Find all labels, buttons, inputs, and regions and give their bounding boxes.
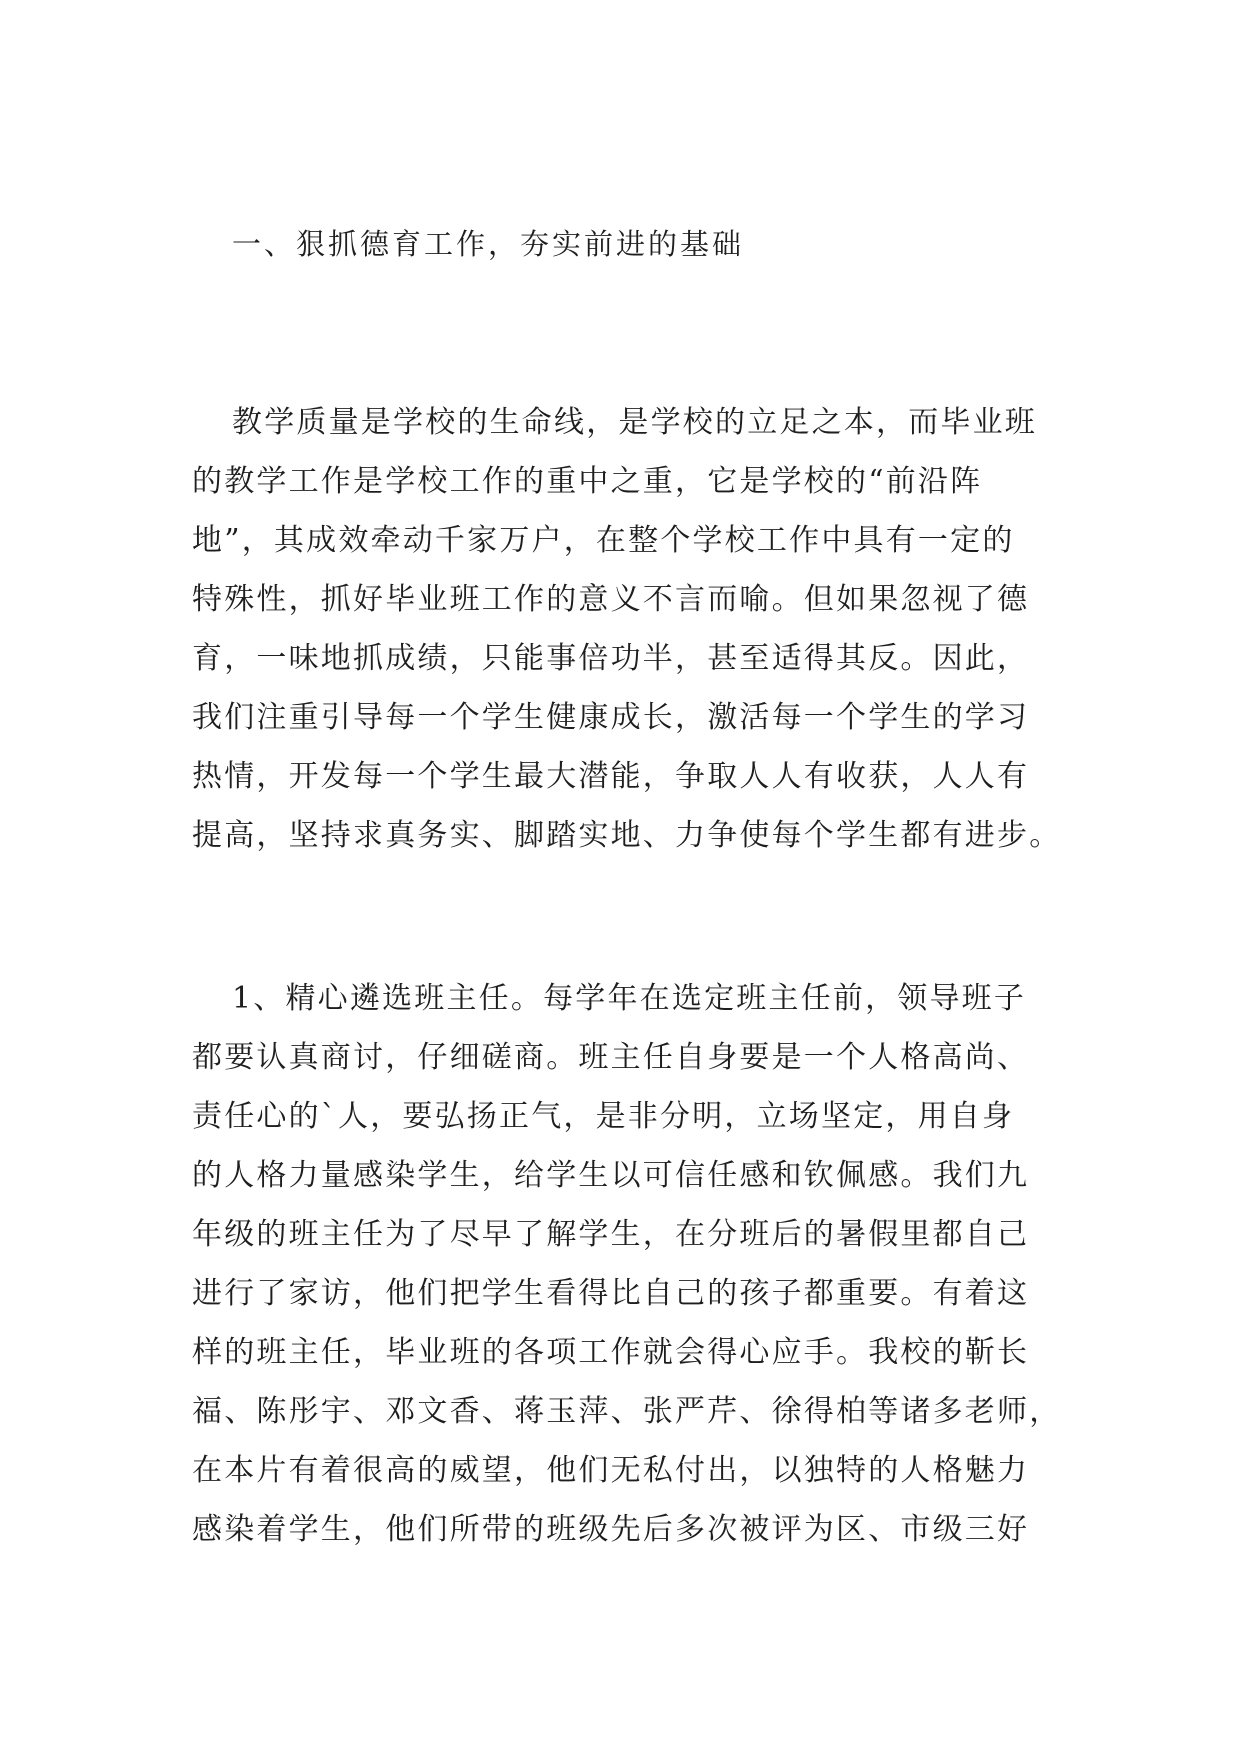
paragraph-line: 地”，其成效牵动千家万户，在整个学校工作中具有一定的 — [192, 523, 1015, 558]
paragraph-line: 在本片有着很高的威望，他们无私付出，以独特的人格魅力 — [192, 1453, 1030, 1488]
paragraph-line: 1、精心遴选班主任。每学年在选定班主任前，领导班子 — [232, 981, 1027, 1016]
section-heading: 一、狠抓德育工作，夯实前进的基础 — [232, 227, 745, 261]
paragraph-line: 我们注重引导每一个学生健康成长，激活每一个学生的学习 — [192, 700, 1030, 735]
paragraph-line: 的人格力量感染学生，给学生以可信任感和钦佩感。我们九 — [192, 1158, 1030, 1193]
paragraph-line: 福、陈彤宇、邓文香、蒋玉萍、张严芹、徐得柏等诸多老师， — [192, 1394, 1062, 1429]
paragraph-line: 进行了家访，他们把学生看得比自己的孩子都重要。有着这 — [192, 1276, 1030, 1311]
paragraph-1 — [192, 393, 1072, 865]
paragraph-2 — [192, 969, 1072, 1559]
paragraph-line: 责任心的`人，要弘扬正气，是非分明，立场坚定，用自身 — [192, 1099, 1015, 1134]
paragraph-line: 育，一味地抓成绩，只能事倍功半，甚至适得其反。因此， — [192, 641, 1030, 676]
paragraph-line: 样的班主任，毕业班的各项工作就会得心应手。我校的靳长 — [192, 1335, 1030, 1370]
paragraph-line: 的教学工作是学校工作的重中之重，它是学校的“前沿阵 — [192, 464, 983, 499]
paragraph-line: 都要认真商讨，仔细磋商。班主任自身要是一个人格高尚、 — [192, 1040, 1030, 1075]
paragraph-line: 年级的班主任为了尽早了解学生，在分班后的暑假里都自己 — [192, 1217, 1030, 1252]
paragraph-line: 教学质量是学校的生命线，是学校的立足之本，而毕业班 — [232, 405, 1037, 440]
paragraph-line: 特殊性，抓好毕业班工作的意义不言而喻。但如果忽视了德 — [192, 582, 1030, 617]
paragraph-line: 提高，坚持求真务实、脚踏实地、力争使每个学生都有进步。 — [192, 818, 1062, 853]
paragraph-line: 热情，开发每一个学生最大潜能，争取人人有收获，人人有 — [192, 759, 1030, 794]
paragraph-line: 感染着学生，他们所带的班级先后多次被评为区、市级三好 — [192, 1512, 1030, 1547]
